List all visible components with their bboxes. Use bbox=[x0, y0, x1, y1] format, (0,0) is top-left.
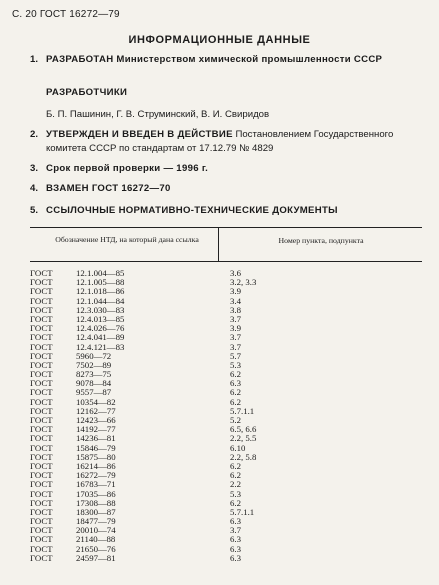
gost-label: ГОСТ bbox=[30, 323, 53, 334]
gost-label: ГОСТ bbox=[30, 313, 53, 324]
standard-number: 16214—86 bbox=[76, 460, 116, 471]
gost-label: ГОСТ bbox=[30, 506, 53, 517]
clause-number: 5.7.1.1 bbox=[230, 405, 255, 416]
clause-number: 6.3 bbox=[230, 378, 241, 389]
clause-number: 5.3 bbox=[230, 488, 241, 499]
standard-number: 12423—66 bbox=[76, 415, 116, 425]
clause-number: 5.2 bbox=[230, 415, 241, 425]
clause-number: 3.8 bbox=[230, 304, 241, 315]
gost-label: ГОСТ bbox=[30, 460, 53, 471]
section-4-number: 4. bbox=[30, 183, 39, 194]
clause-number: 6.5, 6.6 bbox=[230, 424, 257, 435]
clause-number: 3.4 bbox=[230, 295, 241, 306]
clause-number: 6.2 bbox=[230, 460, 241, 471]
standard-number: 18300—87 bbox=[76, 506, 116, 517]
standard-number: 24597—81 bbox=[76, 552, 116, 563]
standard-number: 12.1.004—85 bbox=[76, 268, 125, 278]
standard-number: 5960—72 bbox=[76, 350, 112, 361]
standard-number: 12.4.026—76 bbox=[76, 323, 125, 334]
clause-number: 6.3 bbox=[230, 543, 241, 554]
section-5-number: 5. bbox=[30, 205, 39, 216]
page-header: С. 20 ГОСТ 16272—79 bbox=[12, 9, 120, 20]
gost-label: ГОСТ bbox=[30, 479, 53, 490]
standard-number: 18477—79 bbox=[76, 516, 116, 527]
gost-label: ГОСТ bbox=[30, 387, 53, 398]
gost-label: ГОСТ bbox=[30, 442, 53, 453]
section-1-text: РАЗРАБОТАН Министерством химической промышленности СССР bbox=[46, 54, 383, 65]
standard-number: 21650—76 bbox=[76, 543, 116, 554]
section-1 bbox=[31, 53, 421, 67]
table-row bbox=[30, 554, 422, 563]
clause-number: 6.10 bbox=[230, 442, 246, 453]
standard-number: 15875—80 bbox=[76, 451, 116, 462]
column-header-clause: Номер пункта, подпункта bbox=[278, 236, 364, 245]
clause-number: 5.3 bbox=[230, 359, 241, 370]
clause-number: 6.3 bbox=[230, 552, 241, 563]
standard-number: 10354—82 bbox=[76, 396, 116, 407]
section-3 bbox=[31, 162, 421, 176]
clause-number: 2.2, 5.8 bbox=[230, 451, 257, 462]
gost-label: ГОСТ bbox=[30, 470, 53, 481]
gost-label: ГОСТ bbox=[30, 286, 53, 297]
standard-number: 14192—77 bbox=[76, 424, 116, 435]
gost-label: ГОСТ bbox=[30, 405, 53, 416]
standard-number: 17035—86 bbox=[76, 488, 116, 499]
section-3-text: Срок первой проверки — 1996 г. bbox=[46, 163, 209, 174]
gost-label: ГОСТ bbox=[30, 497, 53, 508]
clause-number: 5.7 bbox=[230, 350, 241, 361]
standard-number: 12.1.018—86 bbox=[76, 286, 125, 297]
standard-number: 12.3.030—83 bbox=[76, 304, 125, 315]
standard-number: 20010—74 bbox=[76, 525, 116, 536]
standard-number: 12.1.005—88 bbox=[76, 277, 125, 288]
clause-number: 3.9 bbox=[230, 323, 241, 334]
section-4-text: ВЗАМЕН ГОСТ 16272—70 bbox=[46, 183, 171, 194]
standard-number: 17308—88 bbox=[76, 497, 116, 508]
developers-label: РАЗРАБОТЧИКИ bbox=[46, 87, 128, 98]
clause-number: 6.2 bbox=[230, 396, 241, 407]
clause-number: 3.2, 3.3 bbox=[230, 277, 257, 288]
clause-number: 6.2 bbox=[230, 387, 241, 398]
gost-label: ГОСТ bbox=[30, 488, 53, 499]
gost-label: ГОСТ bbox=[30, 277, 53, 288]
section-3-number: 3. bbox=[30, 163, 39, 174]
developers-names: Б. П. Пашинин, Г. В. Струминский, В. И. Свиридов bbox=[46, 109, 270, 120]
gost-label: ГОСТ bbox=[30, 415, 53, 425]
gost-label: ГОСТ bbox=[30, 268, 53, 278]
standard-number: 12.4.121—83 bbox=[76, 341, 125, 352]
gost-label: ГОСТ bbox=[30, 451, 53, 462]
clause-number: 3.9 bbox=[230, 286, 241, 297]
gost-label: ГОСТ bbox=[30, 295, 53, 306]
clause-number: 6.2 bbox=[230, 497, 241, 508]
gost-label: ГОСТ bbox=[30, 304, 53, 315]
table-header bbox=[30, 228, 422, 262]
table-body bbox=[30, 262, 422, 563]
section-4 bbox=[31, 182, 421, 196]
section-2-bold: УТВЕРЖДЕН И ВВЕДЕН В ДЕЙСТВИЕ bbox=[46, 129, 233, 140]
standard-number: 12.1.044—84 bbox=[76, 295, 125, 306]
standard-number: 9078—84 bbox=[76, 378, 112, 389]
gost-label: ГОСТ bbox=[30, 332, 53, 343]
section-1-number: 1. bbox=[30, 54, 39, 65]
clause-number: 5.7.1.1 bbox=[230, 506, 255, 517]
gost-label: ГОСТ bbox=[30, 424, 53, 435]
gost-label: ГОСТ bbox=[30, 369, 53, 380]
section-2-text: Постановлением Государственного комитета СССР по стандартам от 17.12.79 № 4829 bbox=[46, 129, 394, 154]
standard-number: 7502—89 bbox=[76, 359, 112, 370]
clause-number: 3.7 bbox=[230, 341, 241, 352]
clause-number: 3.7 bbox=[230, 525, 241, 536]
standard-number: 21140—88 bbox=[76, 534, 116, 545]
gost-label: ГОСТ bbox=[30, 359, 53, 370]
clause-number: 2.2 bbox=[230, 479, 241, 490]
section-5-text: ССЫЛОЧНЫЕ НОРМАТИВНО-ТЕХНИЧЕСКИЕ ДОКУМЕНТЫ bbox=[46, 205, 338, 216]
section-5 bbox=[31, 204, 421, 218]
section-2 bbox=[31, 128, 421, 156]
gost-label: ГОСТ bbox=[30, 525, 53, 536]
gost-label: ГОСТ bbox=[30, 350, 53, 361]
gost-label: ГОСТ bbox=[30, 552, 53, 563]
gost-label: ГОСТ bbox=[30, 433, 53, 444]
clause-number: 3.6 bbox=[230, 268, 241, 278]
section-2-number: 2. bbox=[30, 129, 39, 140]
standard-number: 9557—87 bbox=[76, 387, 112, 398]
clause-number: 6.2 bbox=[230, 470, 241, 481]
gost-label: ГОСТ bbox=[30, 516, 53, 527]
gost-label: ГОСТ bbox=[30, 396, 53, 407]
standard-number: 15846—79 bbox=[76, 442, 116, 453]
standard-number: 12.4.013—85 bbox=[76, 313, 125, 324]
column-header-designation: Обозначение НТД, на который дана ссылка bbox=[55, 235, 199, 244]
clause-number: 6.2 bbox=[230, 369, 241, 380]
document-title: ИНФОРМАЦИОННЫЕ ДАННЫЕ bbox=[128, 34, 311, 46]
standard-number: 16783—71 bbox=[76, 479, 116, 490]
gost-label: ГОСТ bbox=[30, 378, 53, 389]
standard-number: 14236—81 bbox=[76, 433, 116, 444]
clause-number: 3.7 bbox=[230, 332, 241, 343]
gost-label: ГОСТ bbox=[30, 543, 53, 554]
column-divider bbox=[218, 228, 219, 261]
standard-number: 8273—75 bbox=[76, 369, 112, 380]
gost-label: ГОСТ bbox=[30, 534, 53, 545]
clause-number: 6.3 bbox=[230, 516, 241, 527]
clause-number: 6.3 bbox=[230, 534, 241, 545]
standard-number: 16272—79 bbox=[76, 470, 116, 481]
references-table bbox=[30, 227, 422, 563]
standard-number: 12162—77 bbox=[76, 405, 116, 416]
gost-label: ГОСТ bbox=[30, 341, 53, 352]
clause-number: 3.7 bbox=[230, 313, 241, 324]
clause-number: 2.2, 5.5 bbox=[230, 433, 257, 444]
standard-number: 12.4.041—89 bbox=[76, 332, 125, 343]
